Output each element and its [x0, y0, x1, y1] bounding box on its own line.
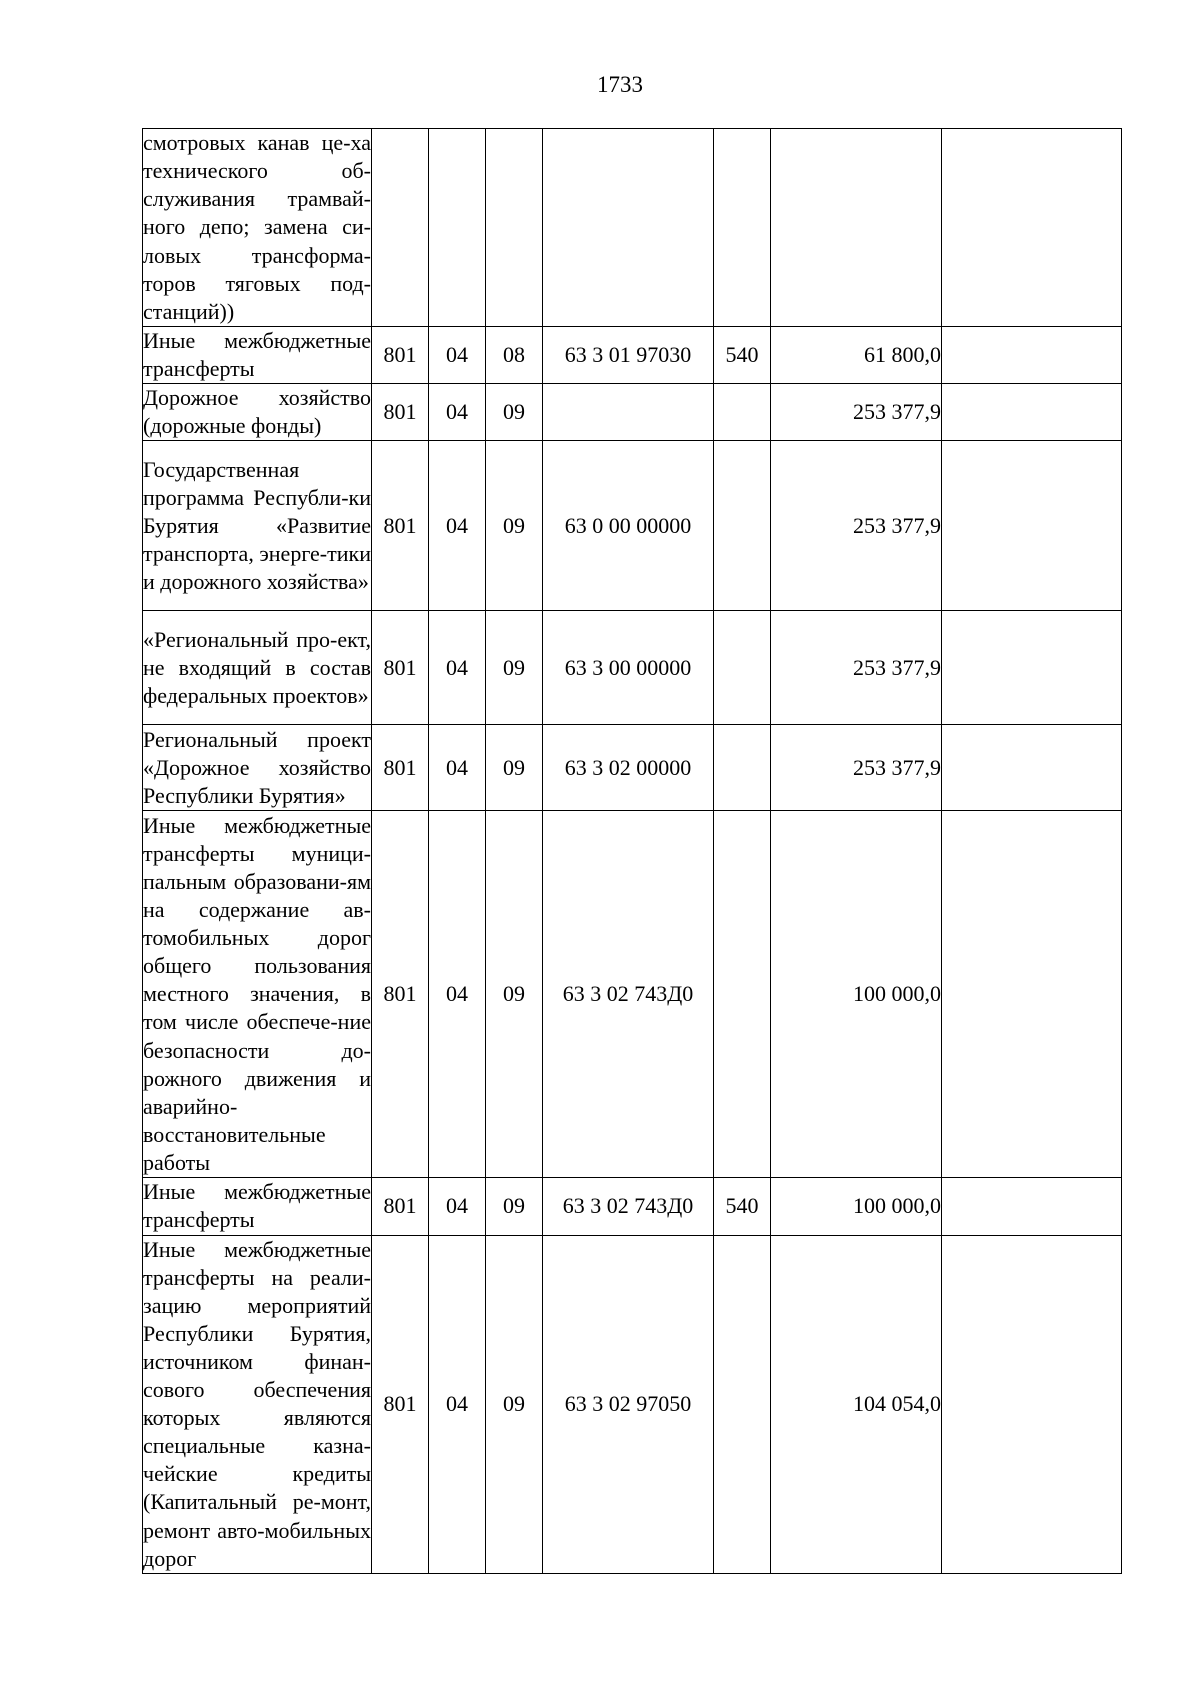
table-row: [143, 384, 1122, 441]
amount: 253 377,9: [771, 611, 942, 725]
target-article-code: 63 3 01 97030: [543, 327, 714, 384]
subsection-code: 09: [486, 384, 543, 441]
ministry-code: 801: [372, 384, 429, 441]
table-row: [143, 129, 1122, 327]
subsection-code: 09: [486, 725, 543, 811]
subsection-code: 09: [486, 611, 543, 725]
table-row: [143, 611, 1122, 725]
subsection-code: 09: [486, 441, 543, 611]
extra-cell: [942, 384, 1122, 441]
row-name: Иные межбюджетные трансферты муници-пальным образовани-ям на содержание ав-томобильных дорог общего пользования местного значения, в том числе обеспече-ние безопасности до-рожного движения и аварийно-восстановительные работы: [143, 811, 372, 1178]
subsection-code: 08: [486, 327, 543, 384]
target-article-code: 63 0 00 00000: [543, 441, 714, 611]
ministry-code: 801: [372, 441, 429, 611]
extra-cell: [942, 725, 1122, 811]
amount: 61 800,0: [771, 327, 942, 384]
amount: 100 000,0: [771, 1178, 942, 1235]
section-code: 04: [429, 1235, 486, 1573]
amount: 104 054,0: [771, 1235, 942, 1573]
section-code: 04: [429, 441, 486, 611]
ministry-code: 801: [372, 725, 429, 811]
section-code: 04: [429, 384, 486, 441]
section-code: 04: [429, 611, 486, 725]
target-article-code: 63 3 00 00000: [543, 611, 714, 725]
expense-type-code: 540: [714, 327, 771, 384]
amount: 253 377,9: [771, 441, 942, 611]
row-name: Государственная программа Республи-ки Бурятия «Развитие транспорта, энерге-тики и дорожного хозяйства»: [143, 441, 372, 611]
section-code: [429, 129, 486, 327]
section-code: 04: [429, 811, 486, 1178]
expense-type-code: [714, 129, 771, 327]
extra-cell: [942, 811, 1122, 1178]
extra-cell: [942, 611, 1122, 725]
subsection-code: [486, 129, 543, 327]
extra-cell: [942, 327, 1122, 384]
amount: 100 000,0: [771, 811, 942, 1178]
row-name: Региональный проект «Дорожное хозяйство Республики Бурятия»: [143, 725, 372, 811]
subsection-code: 09: [486, 1178, 543, 1235]
target-article-code: 63 3 02 97050: [543, 1235, 714, 1573]
extra-cell: [942, 1178, 1122, 1235]
target-article-code: [543, 129, 714, 327]
table-row: [143, 811, 1122, 1178]
ministry-code: 801: [372, 1235, 429, 1573]
table-row: [143, 1178, 1122, 1235]
section-code: 04: [429, 327, 486, 384]
expense-type-code: 540: [714, 1178, 771, 1235]
page-number: 1733: [597, 72, 643, 97]
table-row: [143, 441, 1122, 611]
target-article-code: 63 3 02 743Д0: [543, 1178, 714, 1235]
ministry-code: 801: [372, 811, 429, 1178]
table-row: [143, 327, 1122, 384]
row-name: Иные межбюджетные трансферты: [143, 327, 372, 384]
subsection-code: 09: [486, 1235, 543, 1573]
target-article-code: 63 3 02 00000: [543, 725, 714, 811]
table-row: [143, 1235, 1122, 1573]
expense-type-code: [714, 441, 771, 611]
extra-cell: [942, 441, 1122, 611]
ministry-code: [372, 129, 429, 327]
expense-type-code: [714, 725, 771, 811]
row-name: Иные межбюджетные трансферты: [143, 1178, 372, 1235]
section-code: 04: [429, 725, 486, 811]
section-code: 04: [429, 1178, 486, 1235]
table-row: [143, 725, 1122, 811]
target-article-code: [543, 384, 714, 441]
expense-type-code: [714, 384, 771, 441]
amount: [771, 129, 942, 327]
extra-cell: [942, 1235, 1122, 1573]
ministry-code: 801: [372, 1178, 429, 1235]
row-name: «Региональный про-ект, не входящий в состав федеральных проектов»: [143, 611, 372, 725]
subsection-code: 09: [486, 811, 543, 1178]
row-name: Иные межбюджетные трансферты на реали-зацию мероприятий Республики Бурятия, источником финан-сового обеспечения которых являются специальные казна-чейские кредиты (Капитальный ре-монт, ремонт авто-мобильных дорог: [143, 1235, 372, 1573]
target-article-code: 63 3 02 743Д0: [543, 811, 714, 1178]
ministry-code: 801: [372, 611, 429, 725]
expense-type-code: [714, 611, 771, 725]
row-name: смотровых канав це-ха технического об-служивания трамвай-ного депо; замена си-ловых трансформа-торов тяговых под-станций)): [143, 129, 372, 327]
amount: 253 377,9: [771, 384, 942, 441]
ministry-code: 801: [372, 327, 429, 384]
extra-cell: [942, 129, 1122, 327]
amount: 253 377,9: [771, 725, 942, 811]
row-name: Дорожное хозяйство (дорожные фонды): [143, 384, 372, 441]
expense-type-code: [714, 811, 771, 1178]
budget-table: [142, 128, 1122, 1574]
expense-type-code: [714, 1235, 771, 1573]
